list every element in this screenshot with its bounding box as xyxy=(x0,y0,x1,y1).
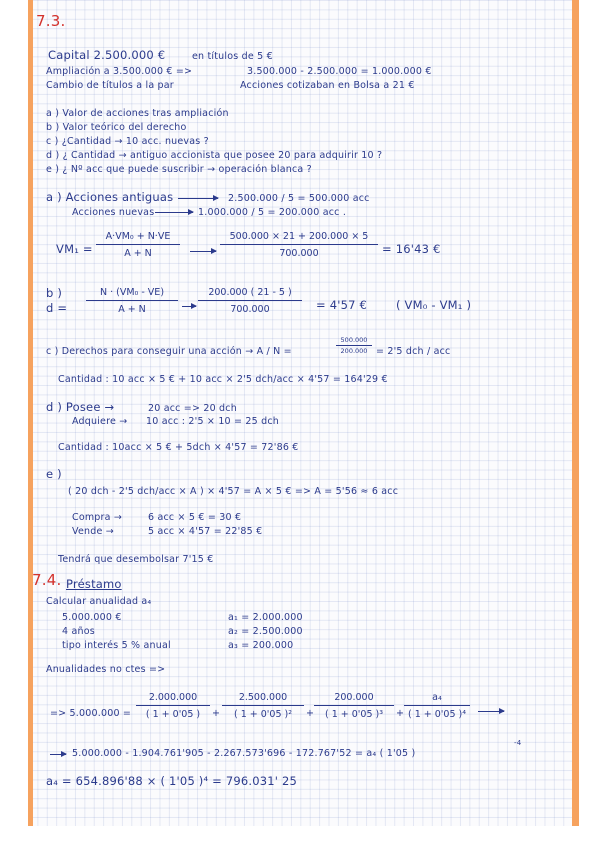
d-value-numerator: 200.000 ( 21 - 5 ) xyxy=(198,287,302,301)
answer-d-adquiere-calc: 10 acc : 2'5 × 10 = 25 dch xyxy=(146,416,279,427)
answer-d-posee: d ) Posee → xyxy=(46,400,115,414)
arrow-icon xyxy=(478,711,504,712)
annuity-a2: a₂ = 2.500.000 xyxy=(228,626,303,637)
loan-rate: tipo interés 5 % anual xyxy=(62,640,171,651)
vm-formula-numerator: A·VM₀ + N·VE xyxy=(96,231,180,245)
term2-numerator: 2.500.000 xyxy=(222,692,304,706)
plus-sign: + xyxy=(212,708,221,719)
c-cantidad: Cantidad : 10 acc × 5 € + 10 acc × 2'5 dch/acc × 4'57 = 164'29 € xyxy=(58,374,388,385)
anualidades-text: Anualidades no ctes => xyxy=(46,664,166,675)
arrow-icon xyxy=(182,306,196,307)
vm-value-fraction xyxy=(220,231,378,259)
question-c: c ) ¿Cantidad → 10 acc. nuevas ? xyxy=(46,136,209,147)
question-b: b ) Valor teórico del derecho xyxy=(46,122,187,133)
e-final: Tendrá que desembolsar 7'15 € xyxy=(58,554,214,565)
d-formula-denominator: A + N xyxy=(118,304,146,315)
d-formula-fraction xyxy=(86,287,178,315)
answer-c-text: c ) Derechos para conseguir una acción → A / N = xyxy=(46,346,292,357)
capital-text: Capital 2.500.000 € xyxy=(48,48,166,62)
c-ratio-numerator: 500.000 xyxy=(336,336,372,346)
term3-fraction xyxy=(314,692,394,720)
question-d: d ) ¿ Cantidad → antiguo accionista que posee 20 para adquirir 10 ? xyxy=(46,150,383,161)
answer-a-antiguas-calc: 2.500.000 / 5 = 500.000 acc xyxy=(228,193,370,204)
vm-formula-denominator: A + N xyxy=(124,248,152,259)
arrow-icon xyxy=(50,754,66,755)
d-lhs: d = xyxy=(46,301,68,315)
c-ratio-fraction xyxy=(336,336,372,355)
answer-a-nuevas: Acciones nuevas xyxy=(72,207,155,218)
cambio-text: Cambio de títulos a la par xyxy=(46,80,174,91)
e-compra-calc: 6 acc × 5 € = 30 € xyxy=(148,512,242,523)
ampliacion-text: Ampliación a 3.500.000 € => xyxy=(46,66,193,77)
vm-result: = 16'43 € xyxy=(382,242,441,256)
d-formula-numerator: N · (VM₀ - VE) xyxy=(86,287,178,301)
ampliacion-calc: 3.500.000 - 2.500.000 = 1.000.000 € xyxy=(247,66,432,77)
equation-lhs: => 5.000.000 = xyxy=(50,708,132,719)
section-heading-7-3: 7.3. xyxy=(36,12,66,30)
question-a: a ) Valor de acciones tras ampliación xyxy=(46,108,229,119)
term1-numerator: 2.000.000 xyxy=(136,692,210,706)
vm-value-numerator: 500.000 × 21 + 200.000 × 5 xyxy=(220,231,378,245)
answer-b-label: b ) xyxy=(46,286,63,300)
left-margin-line xyxy=(28,0,33,826)
arrow-icon xyxy=(190,251,216,252)
answer-e-label: e ) xyxy=(46,467,62,481)
vm-value-denominator: 700.000 xyxy=(279,248,319,259)
loan-years: 4 años xyxy=(62,626,95,637)
d-cantidad: Cantidad : 10acc × 5 € + 5dch × 4'57 = 72'86 € xyxy=(58,442,299,453)
e-vende-label: Vende → xyxy=(72,526,114,537)
term4-numerator: a₄ xyxy=(404,692,470,706)
vm-formula-fraction xyxy=(96,231,180,259)
term3-numerator: 200.000 xyxy=(314,692,394,706)
vm-lhs: VM₁ = xyxy=(56,242,93,256)
c-ratio-denominator: 200.000 xyxy=(340,347,368,355)
arrow-icon xyxy=(155,212,193,213)
term1-fraction xyxy=(136,692,210,720)
term2-denominator: ( 1 + 0'05 )² xyxy=(233,709,293,720)
equation-line2-exponent: -4 xyxy=(514,739,522,747)
e-vende-calc: 5 acc × 4'57 = 22'85 € xyxy=(148,526,263,537)
right-margin-line xyxy=(572,0,579,826)
plus-sign: + xyxy=(396,708,405,719)
acciones-cotizaban-text: Acciones cotizaban en Bolsa a 21 € xyxy=(240,80,415,91)
answer-d-posee-calc: 20 acc => 20 dch xyxy=(148,403,237,414)
titles-text: en títulos de 5 € xyxy=(192,51,273,62)
c-ratio-result: = 2'5 dch / acc xyxy=(376,346,451,357)
term4-denominator: ( 1 + 0'05 )⁴ xyxy=(407,709,467,720)
term1-denominator: ( 1 + 0'05 ) xyxy=(145,709,201,720)
equation-line3: a₄ = 654.896'88 × ( 1'05 )⁴ = 796.031' 25 xyxy=(46,774,298,788)
annuity-a3: a₃ = 200.000 xyxy=(228,640,294,651)
annuity-a1: a₁ = 2.000.000 xyxy=(228,612,303,623)
e-compra-label: Compra → xyxy=(72,512,123,523)
arrow-icon xyxy=(178,198,218,199)
answer-a-antiguas: a ) Acciones antiguas xyxy=(46,190,174,204)
question-e: e ) ¿ Nº acc que puede suscribir → operación blanca ? xyxy=(46,164,312,175)
d-result: = 4'57 € xyxy=(316,298,367,312)
answer-a-nuevas-calc: 1.000.000 / 5 = 200.000 acc . xyxy=(198,207,347,218)
d-value-fraction xyxy=(198,287,302,315)
term3-denominator: ( 1 + 0'05 )³ xyxy=(324,709,384,720)
d-value-denominator: 700.000 xyxy=(230,304,270,315)
prestamo-title: Préstamo xyxy=(66,577,122,591)
d-alternative: ( VM₀ - VM₁ ) xyxy=(396,298,472,312)
answer-d-adquiere: Adquiere → xyxy=(72,416,128,427)
term2-fraction xyxy=(222,692,304,720)
term4-fraction xyxy=(404,692,470,720)
plus-sign: + xyxy=(306,708,315,719)
loan-amount: 5.000.000 € xyxy=(62,612,122,623)
e-equation: ( 20 dch - 2'5 dch/acc × A ) × 4'57 = A × 5 € => A = 5'56 ≈ 6 acc xyxy=(68,486,399,497)
section-heading-7-4: 7.4. xyxy=(32,571,62,589)
calcular-text: Calcular anualidad a₄ xyxy=(46,596,152,607)
equation-line2: 5.000.000 - 1.904.761'905 - 2.267.573'696 - 172.767'52 = a₄ ( 1'05 ) xyxy=(72,748,416,759)
